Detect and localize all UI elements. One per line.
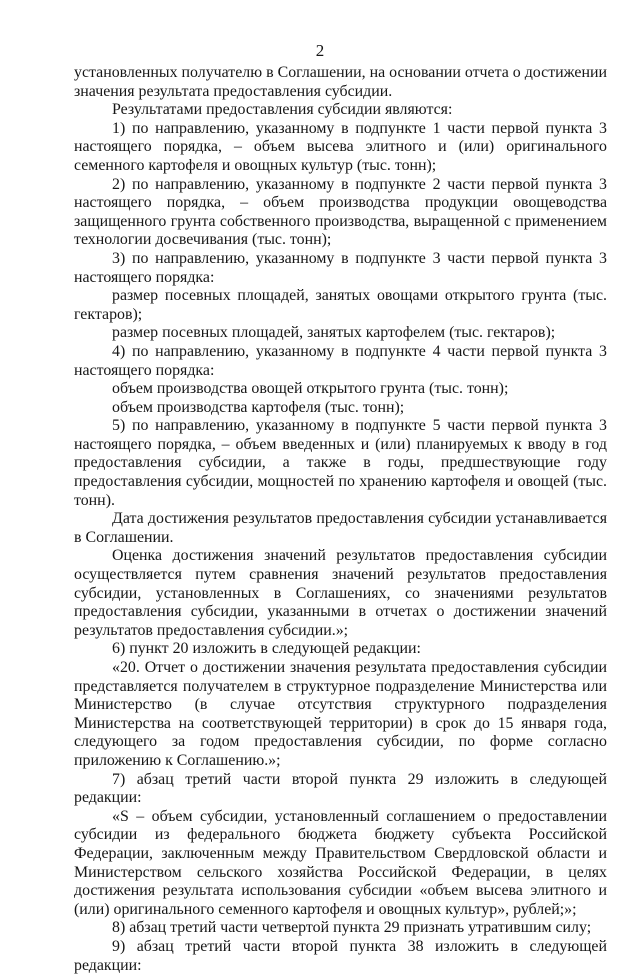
paragraph-item-1: 1) по направлению, указанному в подпункте 1 части первой пункта 3 настоящего порядка, – объем высева элитного и (или) оригинального семенного картофеля и овощных культур (тыс. тонн); <box>74 119 607 174</box>
paragraph-item-3-open-ground: размер посевных площадей, занятых овощами открытого грунта (тыс. гектаров); <box>74 287 607 323</box>
paragraph-results-intro: Результатами предоставления субсидии являются: <box>112 101 453 119</box>
paragraph-amendment-6: 6) пункт 20 изложить в следующей редакции: <box>112 640 421 658</box>
paragraph-point-20: «20. Отчет о достижении значения результата предоставления субсидии представляется получателем в структурное подразделение Министерства или Министерство (в случае отсутствия структурного подразделения Министерства на соответствующей территории) в срок до 15 января года, следующего за годом предоставления субсидии, по форме согласно приложению к Соглашению.»; <box>74 659 607 769</box>
paragraph-item-4-potato: объем производства картофеля (тыс. тонн); <box>112 398 405 416</box>
paragraph-item-4: 4) по направлению, указанному в подпункте 4 части первой пункта 3 настоящего порядка: <box>74 342 607 379</box>
document-body <box>74 64 607 975</box>
paragraph-item-5: 5) по направлению, указанному в подпункте 5 части первой пункта 3 настоящего порядка, – объем введенных и (или) планируемых к вводу в год предоставления субсидии, а также в годы, предшествующие году предоставления субсидии, мощностей по хранению картофеля и овощей (тыс. тонн). <box>74 417 607 509</box>
paragraph-item-2: 2) по направлению, указанному в подпункте 2 части первой пункта 3 настоящего порядка, – объем производства продукции овощеводства защищенного грунта собственного производства, выращенной с применением технологии досвечивания (тыс. тонн); <box>74 175 607 249</box>
paragraph-s-definition: «S – объем субсидии, установленный соглашением о предоставлении субсидии из федерального бюджета бюджету субъекта Российской Федерации, заключенным между Правительством Свердловской области и Министерством сельского хозяйства Российской Федерации, в целях достижения результата использования субсидии «объем высева элитного и (или) оригинального семенного картофеля и овощных культур», рублей;»; <box>74 807 607 918</box>
paragraph-item-3: 3) по направлению, указанному в подпункте 3 части первой пункта 3 настоящего порядка: <box>74 249 607 286</box>
paragraph-item-4-vegetables: объем производства овощей открытого грунта (тыс. тонн); <box>112 380 509 398</box>
paragraph-amendment-7: 7) абзац третий части второй пункта 29 изложить в следующей редакции: <box>74 770 607 807</box>
paragraph-amendment-9: 9) абзац третий части второй пункта 38 изложить в следующей редакции: <box>74 937 607 974</box>
page-number: 2 <box>315 41 325 60</box>
paragraph-achievement-date: Дата достижения результатов предоставления субсидии устанавливается в Соглашении. <box>74 510 607 546</box>
paragraph-assessment: Оценка достижения значений результатов предоставления субсидии осуществляется путем сравнения значений результатов предоставления субсидии, установленных в Соглашениях, со значениями результатов предоставления субсидии, указанными в отчетах о достижении значений результатов предоставления субсидии.»; <box>74 547 607 639</box>
paragraph-continuation: установленных получателю в Соглашении, на основании отчета о достижении значения результата предоставления субсидии. <box>74 64 607 100</box>
paragraph-item-3-potato: размер посевных площадей, занятых картофелем (тыс. гектаров); <box>112 324 556 342</box>
paragraph-amendment-8: 8) абзац третий части четвертой пункта 29 признать утратившим силу; <box>112 919 592 937</box>
